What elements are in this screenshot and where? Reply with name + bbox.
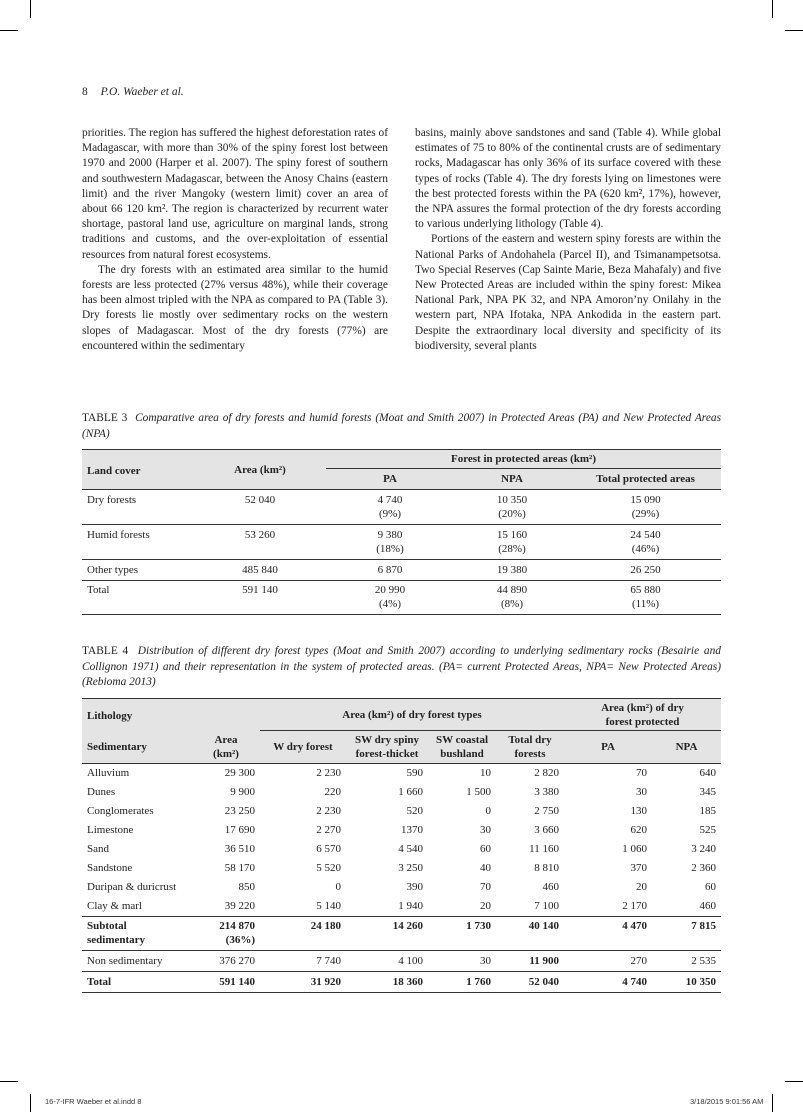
spiny-cell: 4 540 (398, 842, 423, 855)
footer-timestamp: 3/18/2015 9:01:56 AM (690, 1097, 764, 1106)
pa-cell: 4 470 (622, 919, 647, 932)
total-cell: 7 100 (534, 899, 559, 912)
coastal-cell: 1 500 (466, 785, 491, 798)
value: 4 740 (377, 494, 403, 506)
area-cell: 376 270 (219, 954, 255, 967)
total-cell: 26 250 (630, 564, 661, 576)
value: 24 540 (630, 529, 661, 541)
area-cell: 591 140 (219, 975, 255, 988)
pa-cell: 4 740 (622, 975, 647, 988)
crop-mark (0, 30, 18, 31)
npa-cell: 345 (699, 785, 716, 798)
table-row (82, 821, 721, 840)
header-line: forest protected (605, 716, 680, 728)
pa-cell (326, 490, 454, 525)
value: 10 350 (496, 494, 528, 506)
lithology-cell: Sand (87, 842, 109, 855)
lithology-cell: Non sedimentary (87, 954, 163, 967)
npa-cell: 19 380 (496, 564, 528, 576)
npa-cell (454, 581, 570, 615)
total-cell: 3 660 (534, 823, 559, 836)
paragraph: priorities. The region has suffered the highest deforestation rates of Madagascar, with more than 30% of the spiny forest lost between 1970 and 2000 (Harper et al. 2007). The spiny forest of southern and southwestern Madagascar, between the Anosy Chains (eastern limit) and the river Mangoky (western limit) cover an area of about 66 120 km². The region is characterized by recurrent water shortage, pastoral land use, agriculture on marginal lands, strong traditions and customs, and the over-exploitation of essential resources from natural forest ecosystems. (82, 127, 388, 261)
lithology-cell: Alluvium (87, 766, 130, 779)
percent: (9%) (379, 508, 401, 520)
spiny-cell: 18 360 (392, 975, 423, 988)
table-row (82, 916, 721, 950)
spiny-cell: 1 660 (398, 785, 423, 798)
table4-caption (82, 644, 721, 691)
total-cell (570, 581, 721, 615)
table3-label: TABLE 3 (82, 412, 128, 424)
area-cell: 23 250 (224, 804, 255, 817)
value: 9 380 (377, 529, 403, 541)
value: 15 160 (496, 529, 528, 541)
header-line: Area (km²) of dry (601, 702, 684, 714)
running-head-authors: P.O. Waeber et al. (100, 86, 184, 98)
total-cell: 2 820 (534, 766, 559, 779)
left-column (82, 126, 388, 354)
total-cell: 3 380 (534, 785, 559, 798)
npa-cell: 7 815 (691, 919, 716, 932)
table-row (82, 525, 721, 560)
spiny-cell: 590 (406, 766, 423, 779)
area-cell: 9 900 (230, 785, 255, 798)
col-header-sw-coastal (428, 731, 496, 764)
w-cell: 6 570 (316, 842, 341, 855)
spiny-cell: 14 260 (392, 919, 423, 932)
total-cell: 2 750 (534, 804, 559, 817)
value: 65 880 (630, 584, 661, 596)
coastal-cell: 10 (480, 766, 491, 779)
col-header-protected-group (564, 699, 721, 731)
pa-cell (326, 581, 454, 615)
pa-cell (326, 525, 454, 560)
col-header-npa: NPA (501, 473, 523, 485)
header-line: SW coastal (435, 734, 489, 746)
area-cell (192, 916, 260, 950)
footer-file: 16-7-IFR Waeber et al.indd 8 (45, 1097, 142, 1106)
col-header-pa: PA (564, 731, 652, 764)
percent: (8%) (501, 598, 523, 610)
total-cell: 460 (542, 880, 559, 893)
w-cell: 2 230 (316, 766, 341, 779)
header-line: SW dry spiny (355, 734, 419, 746)
pa-cell: 130 (630, 804, 647, 817)
total-cell (570, 490, 721, 525)
col-header-pa: PA (383, 473, 397, 485)
area-cell: 39 220 (224, 899, 255, 912)
header-line: Area (214, 733, 238, 746)
paragraph: The dry forests with an estimated area similar to the humid forests are less protected (27% versus 48%), while their coverage has been almost tripled with the NPA as compared to PA (Table 3). Dry forests lie mostly over sedimentary rocks on the western slopes of Madagascar. Most of the dry forests (77%) are encountered within the sedimentary (82, 263, 388, 352)
crop-mark (785, 1081, 803, 1082)
percent: (4%) (379, 598, 401, 610)
col-header-types-group: Area (km²) of dry forest types (260, 699, 564, 731)
total-cell: 11 160 (529, 842, 559, 855)
col-header-lithology: Lithology (87, 710, 133, 723)
value: 44 890 (496, 584, 528, 596)
pa-cell: 20 (636, 880, 647, 893)
header-line: forests (514, 748, 546, 760)
table4-caption-text: Distribution of different dry forest types (Moat and Smith 2007) according to underlying sedimentary rocks (Besairie and Collignon 1971) and their representation in the system of protected areas. (PA= current Protected Areas, NPA= New Protected Areas) (Rebioma 2013) (82, 645, 722, 688)
spiny-cell: 1 940 (398, 899, 423, 912)
pa-cell: 270 (630, 954, 647, 967)
table-row (82, 490, 721, 525)
spiny-cell: 1370 (401, 823, 423, 836)
pa-cell: 30 (636, 785, 647, 798)
table-row (82, 783, 721, 802)
lithology-cell: Limestone (87, 823, 134, 836)
crop-mark (0, 1081, 18, 1082)
area-cell: 17 690 (224, 823, 255, 836)
lithology-cell: Duripan & duricrust (87, 880, 177, 893)
spiny-cell: 4 100 (398, 954, 423, 967)
area-cell: 58 170 (224, 861, 255, 874)
pa-cell: 2 170 (622, 899, 647, 912)
npa-cell (454, 490, 570, 525)
npa-cell: 2 535 (691, 954, 716, 967)
crop-mark (30, 1094, 31, 1112)
total-cell: 8 810 (534, 861, 559, 874)
paragraph: basins, mainly above sandstones and sand (Table 4). While global estimates of 75 to 80% of the continental crusts are of sedimentary rocks, Madagascar has only 36% of its surface covered with these types of rocks (Table 4). The dry forests lying on limestones were the best protected forests within the PA (620 km², 17%), however, the NPA assures the formal protection of the dry forests according to various underlying lithology (Table 4). (415, 127, 721, 231)
area-cell: 52 040 (244, 494, 276, 506)
value: 20 990 (374, 584, 406, 596)
land-cover-cell: Dry forests (87, 494, 137, 506)
col-header-group: Forest in protected areas (km²) (326, 450, 721, 469)
land-cover-cell: Humid forests (87, 529, 150, 541)
land-cover-cell: Total (87, 584, 110, 596)
npa-cell: 3 240 (691, 842, 716, 855)
header-line: bushland (440, 748, 484, 760)
table3-caption-text: Comparative area of dry forests and humid forests (Moat and Smith 2007) in Protected Areas (PA) and New Protected Areas (NPA) (82, 412, 722, 440)
col-header-area (192, 731, 260, 764)
total-cell: 52 040 (528, 975, 559, 988)
spiny-cell: 520 (406, 804, 423, 817)
lithology-cell: Sandstone (87, 861, 133, 874)
npa-cell: 2 360 (691, 861, 716, 874)
col-header-total-dry (496, 731, 564, 764)
header-line: (km²) (213, 747, 239, 760)
pa-cell: 1 060 (622, 842, 647, 855)
table-row (82, 560, 721, 581)
percent: (11%) (631, 598, 660, 610)
lithology-cell: Subtotal sedimentary (87, 919, 146, 946)
header-line: forest-thicket (355, 748, 419, 760)
w-cell: 31 920 (310, 975, 341, 988)
coastal-cell: 70 (480, 880, 491, 893)
w-cell: 7 740 (316, 954, 341, 967)
land-cover-cell: Other types (87, 564, 139, 576)
lithology-cell: Dunes (87, 785, 116, 798)
area-cell: 850 (238, 880, 255, 893)
lithology-cell: Total (87, 975, 112, 988)
col-header-land-cover: Land cover (87, 464, 141, 477)
page-number: 8 (82, 86, 88, 98)
table3 (82, 449, 721, 615)
area-cell: 53 260 (244, 529, 276, 541)
table-row (82, 878, 721, 897)
table-row (82, 971, 721, 992)
pa-cell: 6 870 (377, 564, 403, 576)
coastal-cell: 30 (480, 954, 491, 967)
lithology-cell: Conglomerates (87, 804, 154, 817)
npa-cell: 10 350 (685, 975, 716, 988)
percent: (46%) (631, 543, 660, 555)
lithology-cell: Clay & marl (87, 899, 142, 912)
value: 214 870 (219, 919, 255, 932)
percent: (18%) (376, 543, 404, 555)
pa-cell: 620 (630, 823, 647, 836)
table-row (82, 950, 721, 971)
w-cell: 5 520 (316, 861, 341, 874)
spiny-cell: 3 250 (398, 861, 423, 874)
percent: (36%) (225, 933, 255, 946)
pa-cell: 70 (636, 766, 647, 779)
table-row (82, 897, 721, 917)
table-row (82, 802, 721, 821)
table4-body (82, 763, 721, 992)
npa-cell: 185 (699, 804, 716, 817)
col-header-sw-spiny (346, 731, 428, 764)
w-cell: 2 230 (316, 804, 341, 817)
pa-cell: 370 (630, 861, 647, 874)
coastal-cell: 1 730 (466, 919, 491, 932)
npa-cell: 525 (699, 823, 716, 836)
percent: (20%) (498, 508, 526, 520)
value: 15 090 (630, 494, 661, 506)
col-header-npa: NPA (652, 731, 721, 764)
crop-mark (30, 0, 31, 18)
spiny-cell: 390 (406, 880, 423, 893)
col-header-w-dry: W dry forest (273, 740, 333, 753)
right-column (415, 126, 721, 354)
percent: (29%) (631, 508, 660, 520)
area-cell: 485 840 (242, 564, 278, 576)
table-row (82, 581, 721, 615)
npa-cell (454, 525, 570, 560)
table-row (82, 859, 721, 878)
w-cell: 0 (335, 880, 341, 893)
running-header (82, 86, 184, 98)
table4 (82, 698, 721, 993)
area-cell: 591 140 (242, 584, 278, 596)
table4-label: TABLE 4 (82, 645, 129, 657)
w-cell: 2 270 (316, 823, 341, 836)
table3-caption (82, 411, 721, 442)
col-header-sedimentary: Sedimentary (87, 740, 147, 753)
npa-cell: 60 (705, 880, 716, 893)
coastal-cell: 30 (480, 823, 491, 836)
area-cell: 36 510 (224, 842, 255, 855)
total-cell: 40 140 (528, 919, 559, 932)
table-row (82, 763, 721, 783)
total-cell (570, 525, 721, 560)
col-header-area: Area (km²) (234, 463, 286, 476)
w-cell: 24 180 (310, 919, 341, 932)
area-cell: 29 300 (224, 766, 255, 779)
coastal-cell: 1 760 (466, 975, 491, 988)
w-cell: 5 140 (316, 899, 341, 912)
coastal-cell: 60 (480, 842, 491, 855)
npa-cell: 460 (699, 899, 716, 912)
crop-mark (785, 30, 803, 31)
coastal-cell: 40 (480, 861, 491, 874)
percent: (28%) (498, 543, 526, 555)
coastal-cell: 0 (485, 804, 491, 817)
coastal-cell: 20 (480, 899, 491, 912)
header-line: Total dry (508, 734, 552, 746)
paragraph: Portions of the eastern and western spiny forests are within the National Parks of Andohahela (Parcel II), and Tsimanampetsotsa. Two Special Reserves (Cap Sainte Marie, Beza Mahafaly) and five New Protected Areas are included within the spiny forest: Mikea National Park, NPA PK 32, and NPA Amoron’ny Onilahy in the western part, NPA Ifotaka, NPA Ankodida in the eastern part. Despite the extraordinary local diversity and specificity of its biodiversity, several plants (415, 233, 721, 352)
crop-mark (772, 1094, 773, 1112)
crop-mark (772, 0, 773, 18)
table-row (82, 840, 721, 859)
w-cell: 220 (324, 785, 341, 798)
col-header-total: Total protected areas (596, 473, 695, 485)
total-cell: 11 900 (529, 954, 559, 967)
npa-cell: 640 (699, 766, 716, 779)
